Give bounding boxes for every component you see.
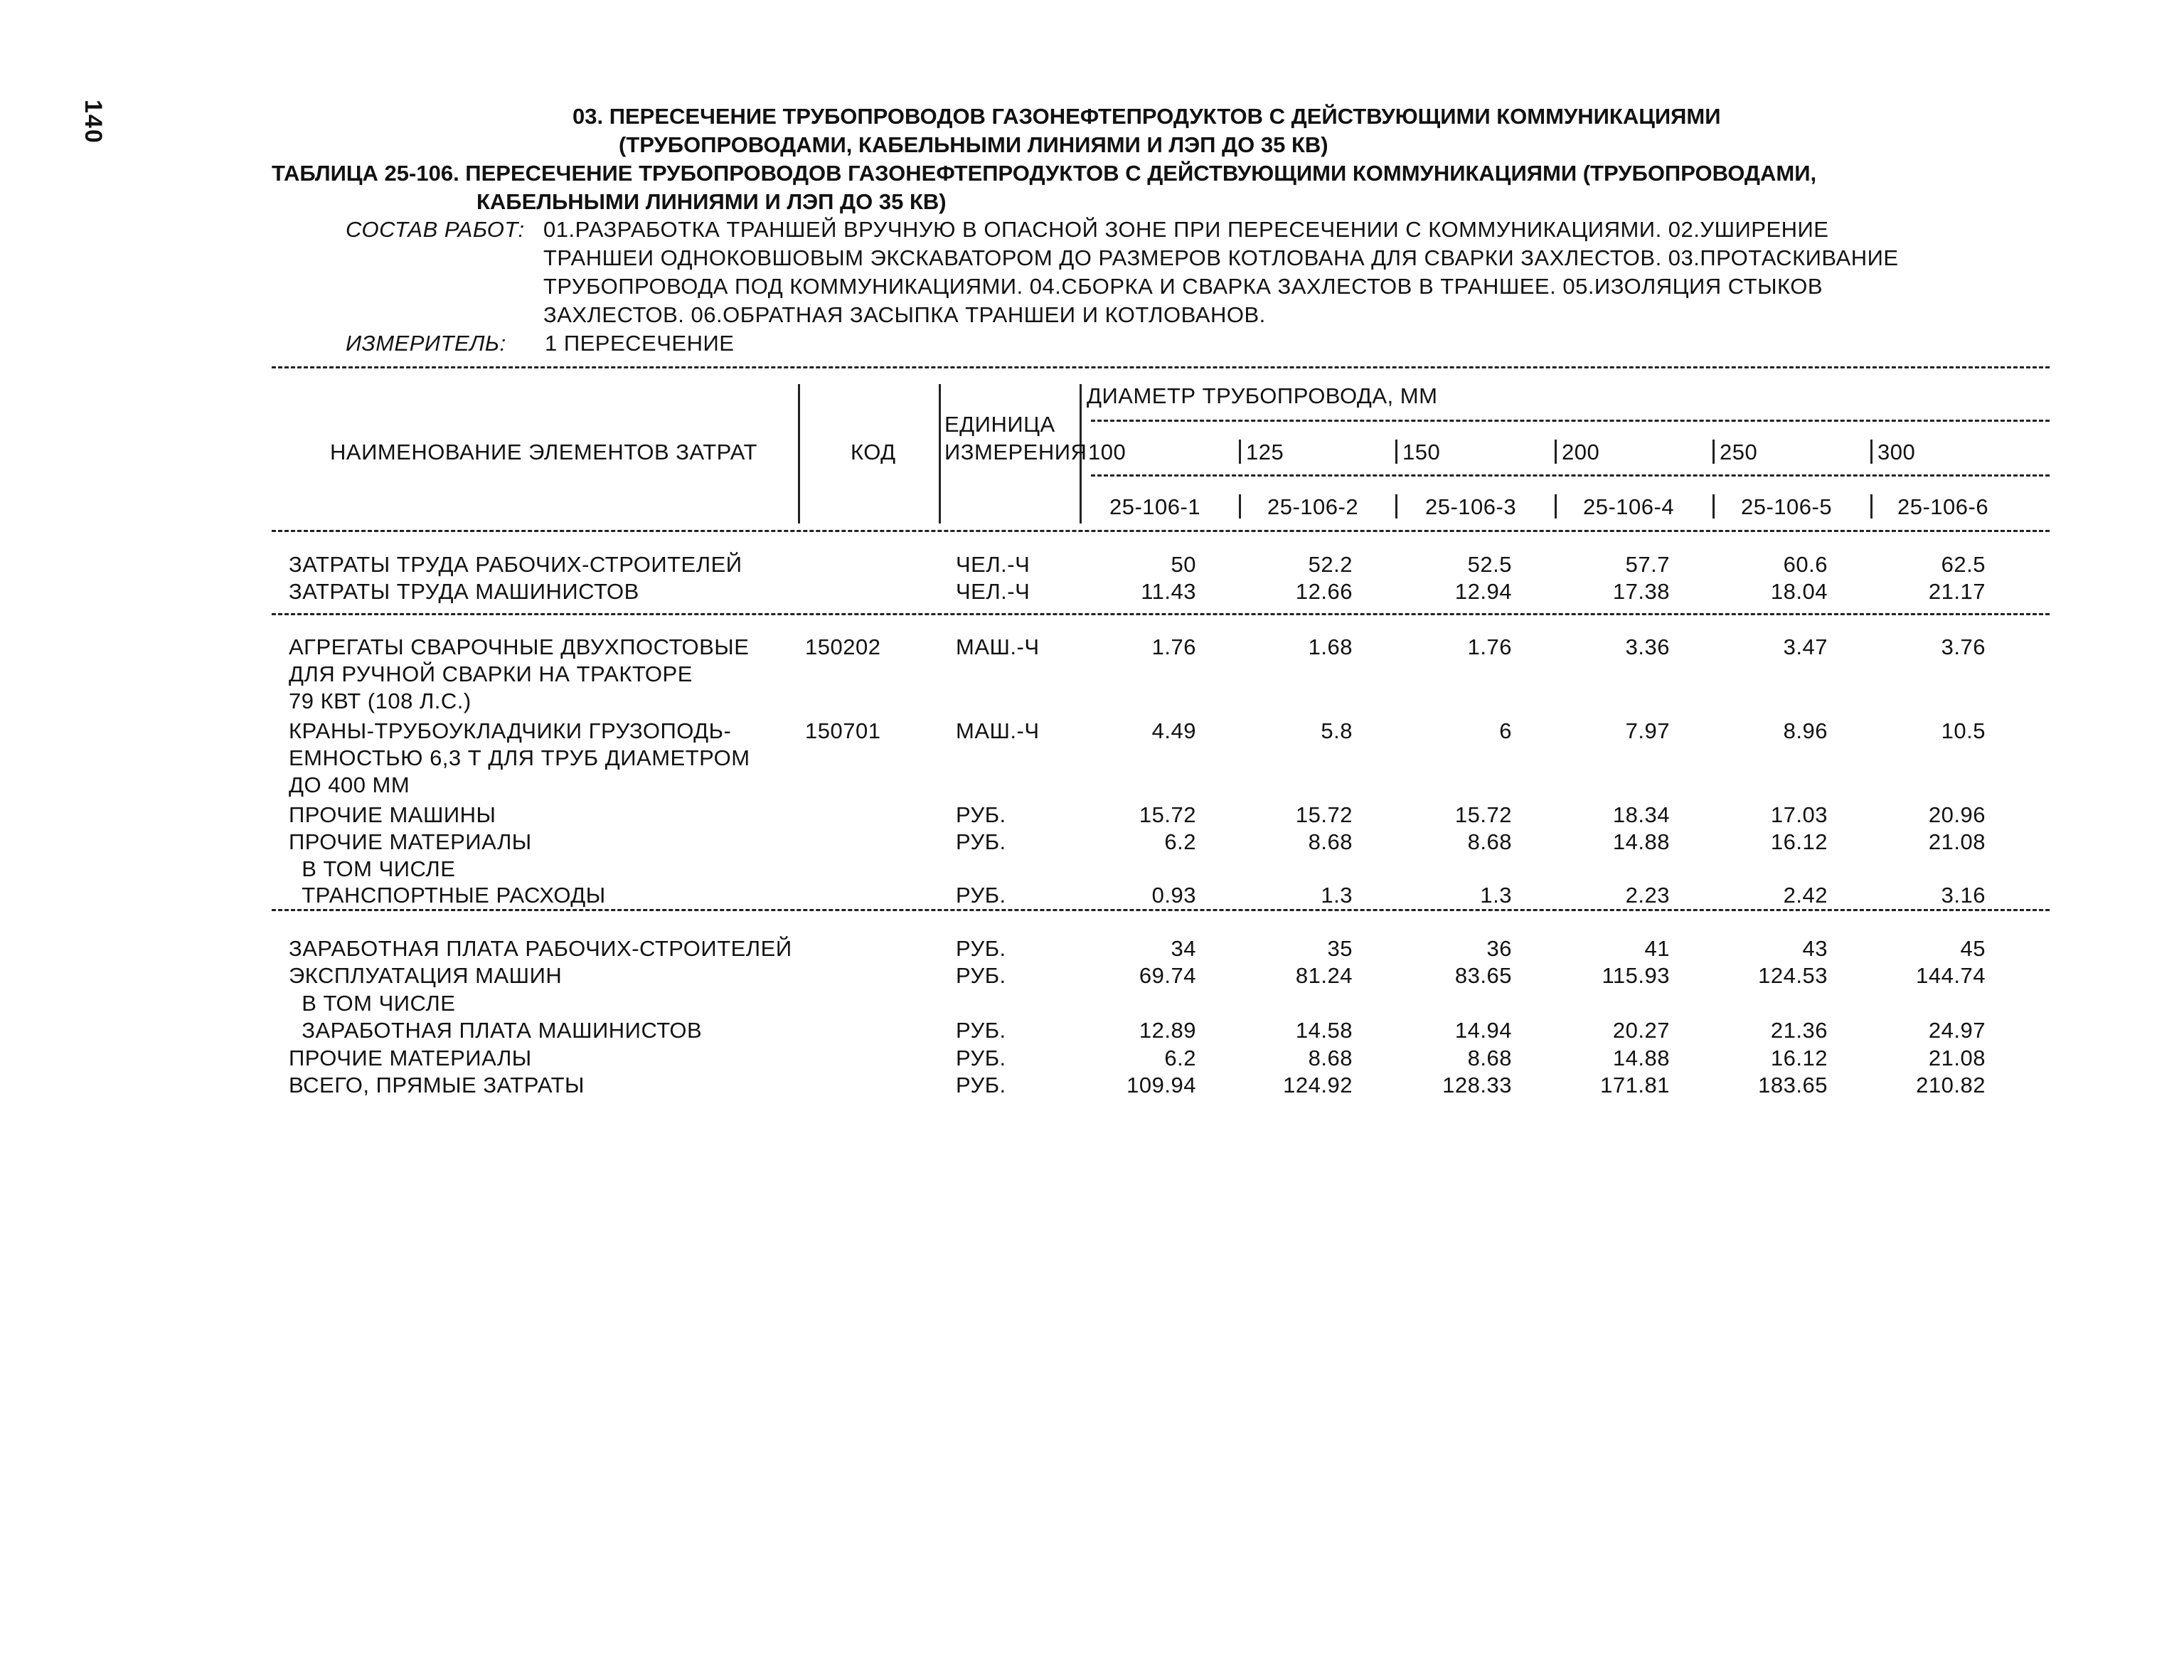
cost-item-name: ВСЕГО, ПРЯМЫЕ ЗАТРАТЫ [289, 1073, 585, 1097]
cost-value: 15.72 [1139, 802, 1196, 827]
unit: РУБ. [956, 1073, 1006, 1097]
cost-value: 3.47 [1783, 634, 1828, 659]
work-line: ТРУБОПРОВОДА ПОД КОММУНИКАЦИЯМИ. 04.СБОРКА И СВАРКА ЗАХЛЕСТОВ В ТРАНШЕЕ. 05.ИЗОЛЯЦИЯ СТЫКОВ [543, 274, 1823, 299]
cost-value: 3.16 [1941, 883, 1986, 908]
cost-value: 6 [1499, 718, 1512, 743]
cost-item-name: ДЛЯ РУЧНОЙ СВАРКИ НА ТРАКТОРЕ [289, 661, 693, 686]
cost-value: 1.76 [1467, 634, 1512, 659]
resource-code: 150701 [805, 718, 881, 743]
unit: ЧЕЛ.-Ч [956, 579, 1030, 604]
header-norm-code: 25-106-6 [1897, 494, 1989, 519]
header-divider [1395, 440, 1397, 464]
cost-value: 17.38 [1612, 579, 1670, 604]
header-group-rule [1091, 420, 2050, 422]
header-unit-column: ИЗМЕРЕНИЯ [944, 440, 1087, 464]
cost-value: 52.2 [1308, 552, 1353, 577]
cost-value: 12.94 [1454, 579, 1512, 604]
cost-value: 8.68 [1308, 1046, 1353, 1070]
unit: РУБ. [956, 1018, 1006, 1043]
cost-item-name: ЕМНОСТЬЮ 6,3 Т ДЛЯ ТРУБ ДИАМЕТРОМ [289, 745, 750, 770]
cost-value: 35 [1327, 936, 1353, 961]
cost-value: 1.76 [1151, 634, 1196, 659]
header-norm-code: 25-106-4 [1583, 494, 1675, 519]
cost-value: 6.2 [1164, 1046, 1196, 1070]
cost-value: 20.27 [1612, 1018, 1670, 1043]
cost-value: 0.93 [1151, 883, 1196, 908]
header-divider [939, 384, 941, 523]
section-subtitle: (ТРУБОПРОВОДАМИ, КАБЕЛЬНЫМИ ЛИНИЯМИ И ЛЭП ДО 35 КВ) [619, 132, 1328, 157]
cost-value: 12.89 [1139, 1018, 1196, 1043]
cost-value: 20.96 [1928, 802, 1986, 827]
header-divider [1870, 494, 1873, 519]
header-diameter-group: ДИАМЕТР ТРУБОПРОВОДА, ММ [1087, 383, 1438, 408]
table-title: ТАБЛИЦА 25-106. ПЕРЕСЕЧЕНИЕ ТРУБОПРОВОДОВ ГАЗОНЕФТЕПРОДУКТОВ С ДЕЙСТВУЮЩИМИ КОММУНИКАЦИЯМИ (ТРУБОПРОВОДАМИ, [272, 161, 1817, 186]
header-diameter-rule [1091, 474, 2050, 477]
unit: РУБ. [956, 936, 1006, 961]
cost-value: 52.5 [1467, 552, 1512, 577]
cost-value: 21.08 [1928, 1046, 1986, 1070]
cost-value: 10.5 [1941, 718, 1986, 743]
header-norm-code: 25-106-2 [1267, 494, 1359, 519]
cost-item-name: ТРАНСПОРТНЫЕ РАСХОДЫ [289, 883, 606, 908]
cost-value: 60.6 [1783, 552, 1828, 577]
header-name-column: НАИМЕНОВАНИЕ ЭЛЕМЕНТОВ ЗАТРАТ [330, 440, 757, 464]
cost-item-name: ЗАРАБОТНАЯ ПЛАТА РАБОЧИХ-СТРОИТЕЛЕЙ [289, 936, 792, 961]
header-top-rule [272, 366, 2050, 368]
work-label: СОСТАВ РАБОТ: [346, 217, 525, 242]
unit: РУБ. [956, 802, 1006, 827]
cost-value: 3.76 [1941, 634, 1986, 659]
cost-value: 210.82 [1916, 1073, 1986, 1097]
header-diameter: 100 [1088, 440, 1126, 464]
cost-value: 21.08 [1928, 829, 1986, 854]
header-diameter: 250 [1720, 440, 1758, 464]
measure-label: ИЗМЕРИТЕЛЬ: [346, 331, 506, 356]
cost-value: 2.23 [1625, 883, 1670, 908]
cost-item-name: ПРОЧИЕ МАТЕРИАЛЫ [289, 829, 532, 854]
cost-value: 1.3 [1480, 883, 1512, 908]
header-unit-column: ЕДИНИЦА [944, 412, 1055, 437]
cost-value: 16.12 [1770, 829, 1828, 854]
cost-value: 15.72 [1454, 802, 1512, 827]
cost-item-name: ПРОЧИЕ МАТЕРИАЛЫ [289, 1046, 532, 1070]
header-divider [1555, 494, 1557, 519]
cost-item-name: В ТОМ ЧИСЛЕ [289, 991, 456, 1016]
cost-value: 21.17 [1928, 579, 1986, 604]
cost-value: 57.7 [1625, 552, 1670, 577]
header-divider [1395, 494, 1397, 519]
cost-value: 6.2 [1164, 829, 1196, 854]
cost-item-name: 79 КВТ (108 Л.С.) [289, 689, 472, 713]
cost-value: 124.53 [1758, 963, 1828, 988]
header-divider [1239, 494, 1241, 519]
header-divider [1239, 440, 1241, 464]
cost-value: 36 [1486, 936, 1512, 961]
cost-item-name: ЗАТРАТЫ ТРУДА МАШИНИСТОВ [289, 579, 639, 604]
cost-item-name: ЭКСПЛУАТАЦИЯ МАШИН [289, 963, 563, 988]
unit: ЧЕЛ.-Ч [956, 552, 1030, 577]
cost-value: 50 [1171, 552, 1196, 577]
section-rule [272, 909, 2050, 911]
cost-value: 7.97 [1625, 718, 1670, 743]
header-divider [798, 384, 800, 523]
cost-value: 18.34 [1612, 802, 1670, 827]
cost-value: 1.3 [1321, 883, 1353, 908]
cost-value: 2.42 [1783, 883, 1828, 908]
cost-value: 24.97 [1928, 1018, 1986, 1043]
cost-value: 83.65 [1454, 963, 1512, 988]
cost-value: 1.68 [1308, 634, 1353, 659]
cost-value: 4.49 [1151, 718, 1196, 743]
header-diameter: 150 [1402, 440, 1441, 464]
cost-value: 14.58 [1295, 1018, 1353, 1043]
table-title-continued: КАБЕЛЬНЫМИ ЛИНИЯМИ И ЛЭП ДО 35 КВ) [476, 189, 947, 214]
cost-value: 8.68 [1467, 829, 1512, 854]
cost-value: 183.65 [1758, 1073, 1828, 1097]
header-divider [1870, 440, 1873, 464]
section-rule [272, 613, 2050, 615]
cost-item-name: АГРЕГАТЫ СВАРОЧНЫЕ ДВУХПОСТОВЫЕ [289, 634, 750, 659]
cost-value: 8.68 [1308, 829, 1353, 854]
header-diameter: 200 [1562, 440, 1600, 464]
work-line: ТРАНШЕИ ОДНОКОВШОВЫМ ЭКСКАВАТОРОМ ДО РАЗМЕРОВ КОТЛОВАНА ДЛЯ СВАРКИ ЗАХЛЕСТОВ. 03.ПРОТАСКИВАНИЕ [543, 245, 1899, 270]
header-code-column: КОД [851, 440, 896, 464]
work-line: 01.РАЗРАБОТКА ТРАНШЕЙ ВРУЧНУЮ В ОПАСНОЙ ЗОНЕ ПРИ ПЕРЕСЕЧЕНИИ С КОММУНИКАЦИЯМИ. 02.УШИРЕНИЕ [543, 217, 1829, 242]
cost-value: 12.66 [1295, 579, 1353, 604]
cost-value: 128.33 [1442, 1073, 1512, 1097]
cost-value: 124.92 [1283, 1073, 1353, 1097]
cost-item-name: ЗАТРАТЫ ТРУДА РАБОЧИХ-СТРОИТЕЛЕЙ [289, 552, 742, 577]
cost-value: 15.72 [1295, 802, 1353, 827]
cost-value: 109.94 [1126, 1073, 1196, 1097]
cost-item-name: ЗАРАБОТНАЯ ПЛАТА МАШИНИСТОВ [289, 1018, 703, 1043]
cost-value: 8.96 [1783, 718, 1828, 743]
cost-value: 8.68 [1467, 1046, 1512, 1070]
cost-value: 14.94 [1454, 1018, 1512, 1043]
header-norm-code: 25-106-3 [1425, 494, 1517, 519]
cost-value: 62.5 [1941, 552, 1986, 577]
header-diameter: 125 [1246, 440, 1284, 464]
measure-value: 1 ПЕРЕСЕЧЕНИЕ [545, 331, 735, 356]
section-title: 03. ПЕРЕСЕЧЕНИЕ ТРУБОПРОВОДОВ ГАЗОНЕФТЕПРОДУКТОВ С ДЕЙСТВУЮЩИМИ КОММУНИКАЦИЯМИ [572, 104, 1721, 129]
header-bottom-rule [272, 530, 2050, 532]
page-number: 140 [80, 100, 107, 144]
cost-value: 14.88 [1612, 1046, 1670, 1070]
resource-code: 150202 [805, 634, 881, 659]
cost-item-name: КРАНЫ-ТРУБОУКЛАДЧИКИ ГРУЗОПОДЬ- [289, 718, 732, 743]
cost-value: 171.81 [1600, 1073, 1670, 1097]
cost-item-name: В ТОМ ЧИСЛЕ [289, 856, 456, 881]
cost-value: 14.88 [1612, 829, 1670, 854]
cost-value: 43 [1802, 936, 1828, 961]
cost-item-name: ДО 400 ММ [289, 772, 410, 797]
unit: МАШ.-Ч [956, 634, 1040, 659]
work-line: ЗАХЛЕСТОВ. 06.ОБРАТНАЯ ЗАСЫПКА ТРАНШЕИ И КОТЛОВАНОВ. [543, 302, 1266, 327]
header-norm-code: 25-106-1 [1109, 494, 1201, 519]
unit: РУБ. [956, 883, 1006, 908]
cost-value: 115.93 [1602, 963, 1670, 988]
cost-value: 16.12 [1770, 1046, 1828, 1070]
unit: РУБ. [956, 829, 1006, 854]
cost-value: 11.43 [1141, 579, 1196, 604]
cost-value: 45 [1960, 936, 1986, 961]
unit: РУБ. [956, 1046, 1006, 1070]
unit: МАШ.-Ч [956, 718, 1040, 743]
unit: РУБ. [956, 963, 1006, 988]
cost-item-name: ПРОЧИЕ МАШИНЫ [289, 802, 496, 827]
header-divider [1555, 440, 1557, 464]
cost-value: 17.03 [1770, 802, 1828, 827]
cost-value: 5.8 [1321, 718, 1353, 743]
cost-value: 69.74 [1139, 963, 1196, 988]
header-norm-code: 25-106-5 [1741, 494, 1833, 519]
cost-value: 41 [1644, 936, 1670, 961]
cost-value: 3.36 [1625, 634, 1670, 659]
cost-value: 144.74 [1916, 963, 1986, 988]
cost-value: 81.24 [1295, 963, 1353, 988]
header-divider [1712, 440, 1715, 464]
cost-value: 18.04 [1770, 579, 1828, 604]
header-diameter: 300 [1877, 440, 1916, 464]
cost-value: 34 [1171, 936, 1196, 961]
header-divider [1712, 494, 1715, 519]
cost-value: 21.36 [1770, 1018, 1828, 1043]
